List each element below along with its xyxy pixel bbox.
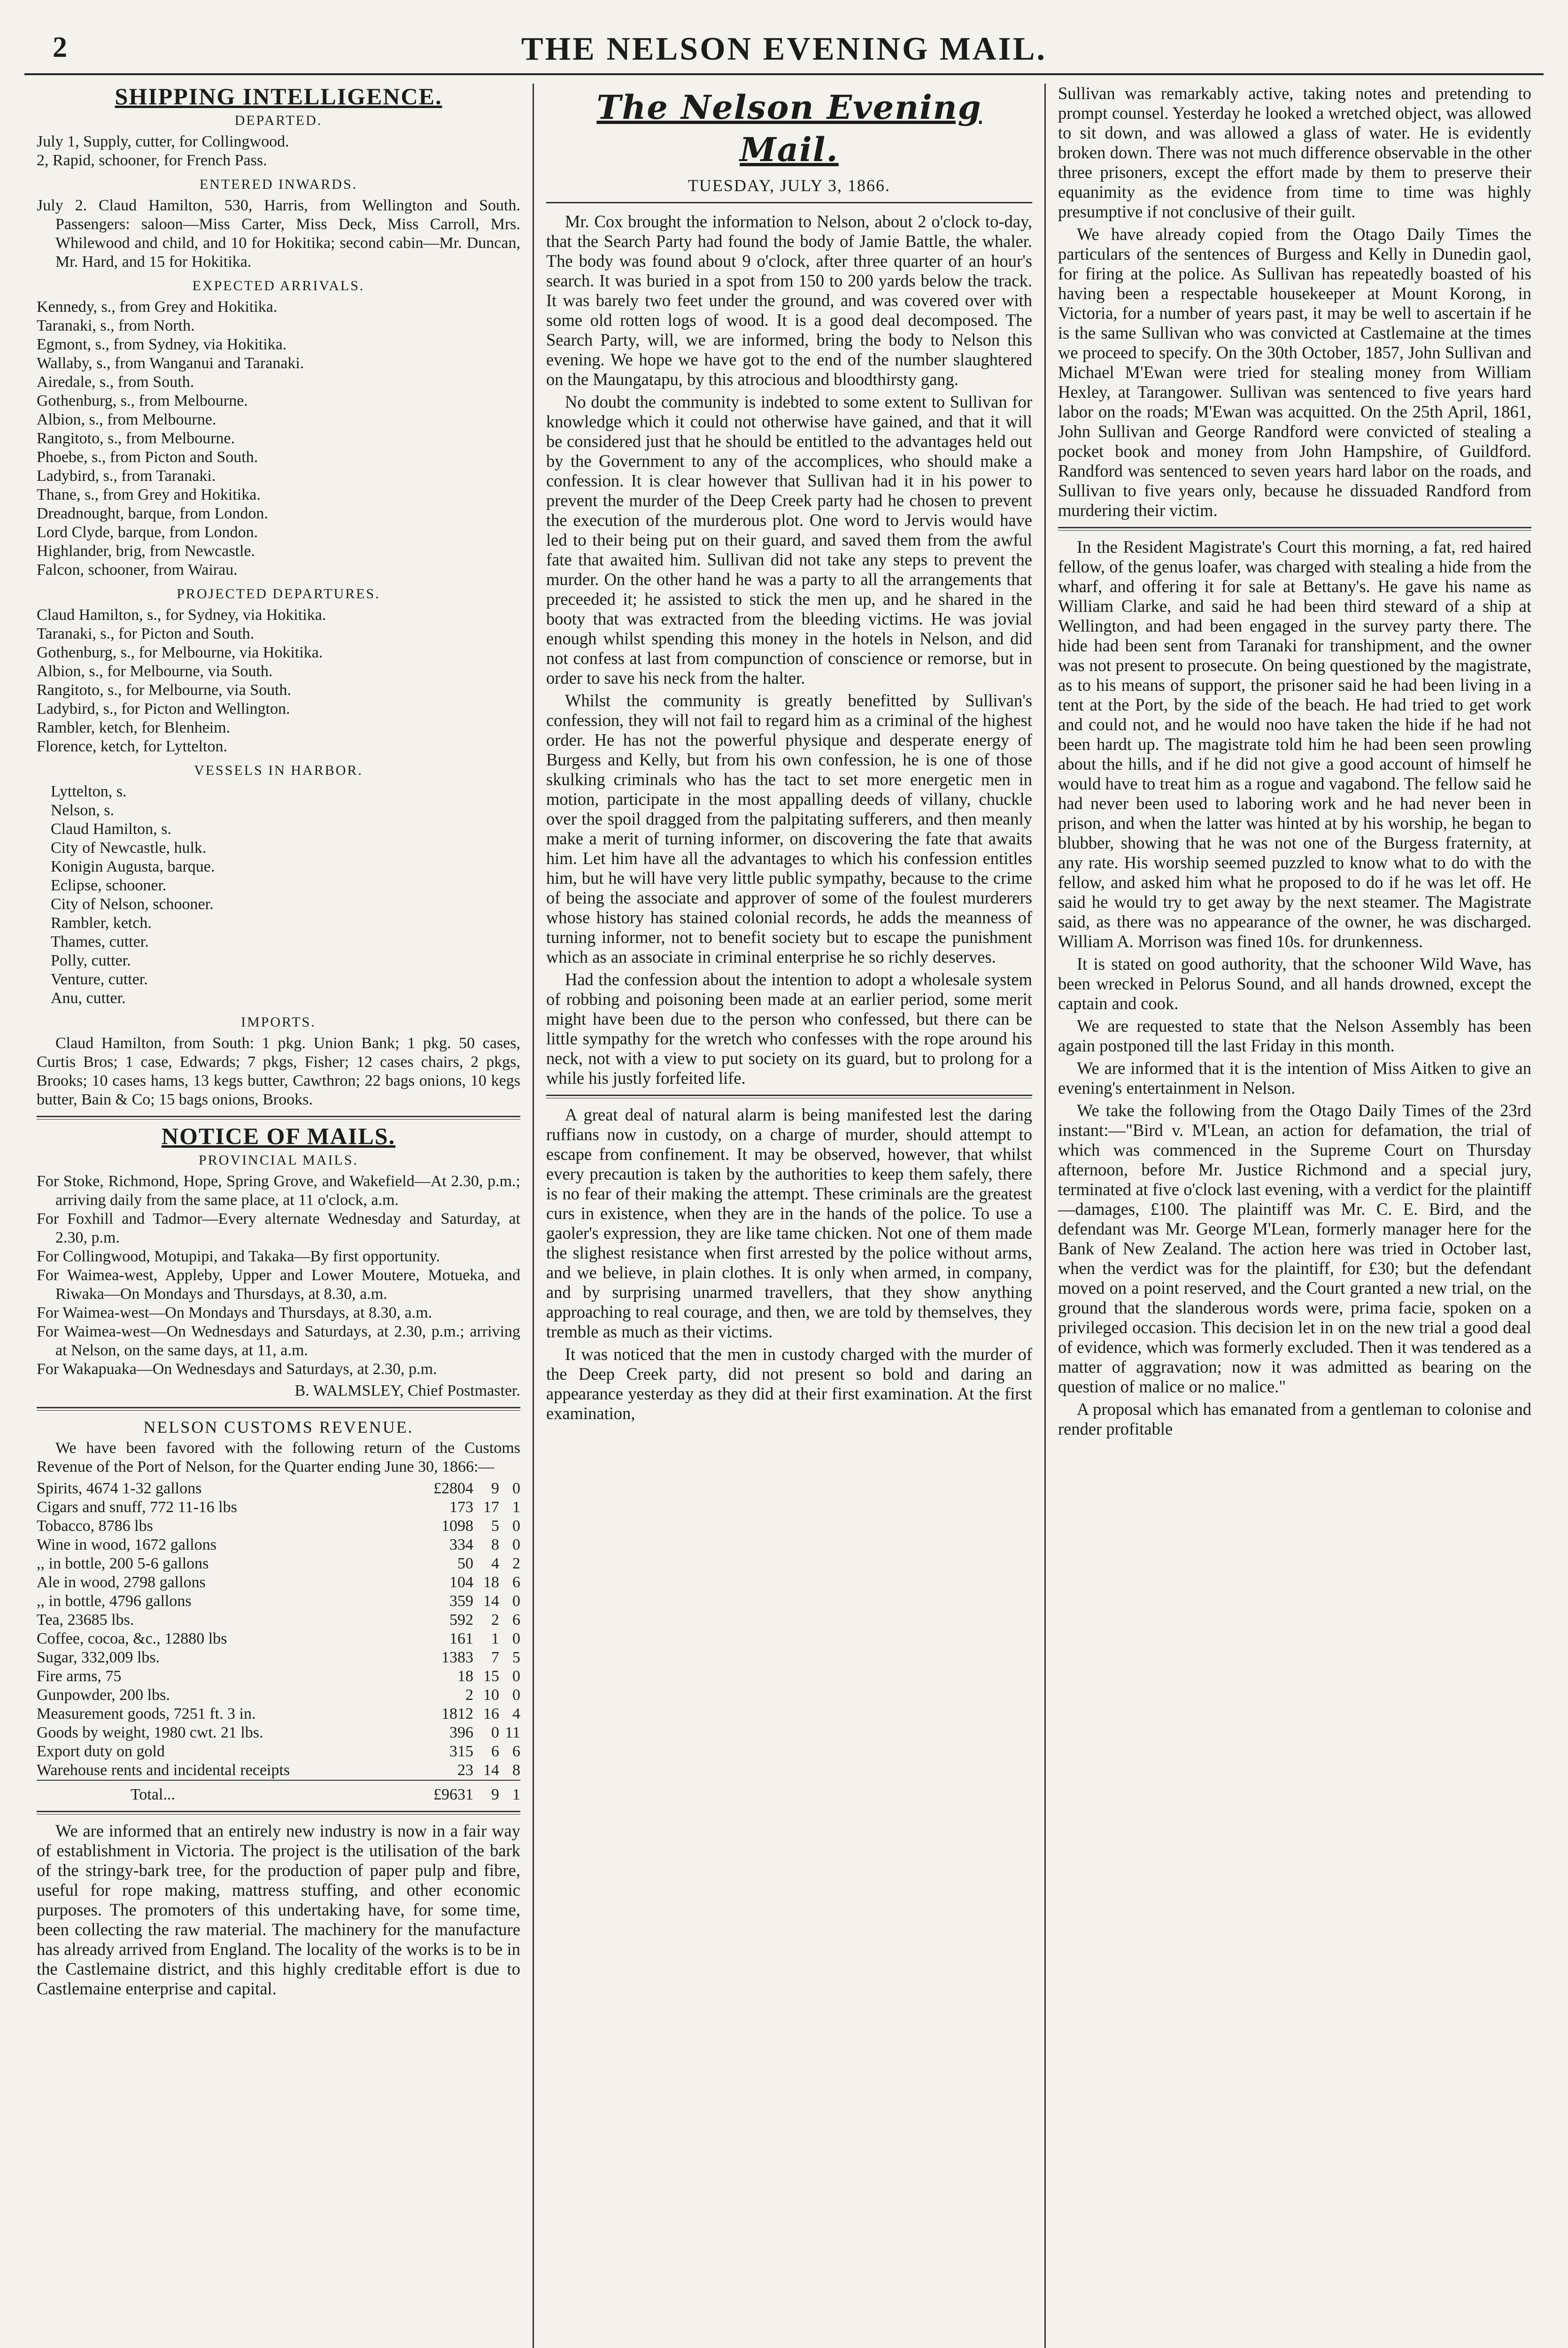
list-item: Ladybird, s., from Taranaki. [37,467,216,485]
column-2 [534,84,1046,2348]
divider [37,1811,520,1815]
divider [1058,527,1531,531]
revenue-pence: 0 [512,1517,520,1535]
article-paragraph: Mr. Cox brought the information to Nelson, about 2 o'clock to-day, that the Search Party had found the body of Jamie Battle, the whaler. The body was found about 9 o'clock, after three quarter of an hour's search. It was buried in a spot from 150 to 200 yards below the track. It was barely two feet under the ground, and was covered over with some old rotten logs of wood. It is a good deal decomposed. The Search Party, will, we are informed, bring the body to Nelson this evening. We hope we have got to the end of the number slaughtered on the Maungatapu, by this atrocious and bloodthirsty gang. [546,212,1032,389]
list-item: Kennedy, s., from Grey and Hokitika. [37,298,278,316]
list-item: Lyttelton, s. [51,783,127,800]
revenue-item: Sugar, 332,009 lbs. [37,1649,160,1666]
list-item: Lord Clyde, barque, from London. [37,524,258,541]
revenue-shillings: 15 [483,1668,499,1685]
revenue-pounds: 359 [449,1592,473,1610]
expected-list [37,298,520,579]
list-item: City of Nelson, schooner. [51,896,214,913]
table-row [37,1536,520,1554]
revenue-pence: 11 [505,1724,520,1741]
postmaster-signature: B. WALMSLEY, Chief Postmaster. [294,1382,520,1399]
table-row [37,1667,520,1686]
list-item: Highlander, brig, from Newcastle. [37,542,255,560]
revenue-item: Wine in wood, 1672 gallons [37,1536,216,1553]
list-item: Konigin Augusta, barque. [51,858,215,875]
customs-intro: We have been favored with the following return of the Customs Revenue of the Port of Nelson, for the Quarter ending June 30, 1866:— [37,1439,520,1475]
revenue-pounds: 104 [449,1574,473,1591]
list-item: Rangitoto, s., for Melbourne, via South. [37,681,292,699]
revenue-shillings: 8 [491,1536,499,1553]
revenue-pence: 2 [512,1555,520,1572]
columns [24,84,1544,2348]
revenue-total-shillings: 9 [473,1780,499,1804]
revenue-item: Tobacco, 8786 lbs [37,1517,153,1535]
revenue-shillings: 10 [483,1686,499,1704]
revenue-pounds: 1098 [441,1517,473,1535]
revenue-pence: 0 [512,1686,520,1704]
list-item: Eclipse, schooner. [51,877,167,894]
list-item: City of Newcastle, hulk. [51,839,207,857]
column-3 [1046,84,1544,2348]
list-item: Rambler, ketch, for Blenheim. [37,719,231,736]
entered-list [37,196,520,271]
customs-table [37,1479,520,1804]
table-row [37,1592,520,1611]
revenue-shillings: 14 [483,1592,499,1610]
revenue-pounds: 334 [449,1536,473,1553]
revenue-item: Gunpowder, 200 lbs. [37,1686,170,1704]
departed-heading: DEPARTED. [234,113,323,128]
revenue-shillings: 1 [491,1630,499,1647]
paper-title: THE NELSON EVENING MAIL. [521,31,1047,67]
revenue-item: Fire arms, 75 [37,1668,122,1685]
list-item: For Waimea-west, Appleby, Upper and Lower Moutere, Motueka, and Riwaka—On Mondays and Thursdays, at 8.30, a.m. [37,1267,520,1303]
revenue-shillings: 14 [483,1761,499,1779]
mails-heading: NOTICE OF MAILS. [161,1123,396,1149]
list-item: For Wakapuaka—On Wednesdays and Saturdays, at 2.30, p.m. [37,1360,437,1378]
editorial-dateline: TUESDAY, JULY 3, 1866. [546,176,1032,203]
page-number: 2 [53,31,67,63]
table-row [37,1498,520,1517]
revenue-item: Export duty on gold [37,1743,165,1760]
revenue-total-pounds: £9631 [429,1780,473,1804]
revenue-pence: 0 [512,1630,520,1647]
revenue-pounds: 23 [457,1761,473,1779]
list-item: Albion, s., for Melbourne, via South. [37,663,273,680]
table-row [37,1686,520,1705]
list-item: Taranaki, s., from North. [37,317,195,334]
divider [546,1095,1032,1098]
article-paragraph: We have already copied from the Otago Daily Times the particulars of the sentences of Burgess and Kelly in Dunedin gaol, for firing at the police. As Sullivan has repeatedly boasted of his having been a respectable housekeeper at Mount Korong, in Victoria, for a number of years past, it may be well to ascertain if he is the same Sullivan who was convicted at Castlemaine at the times we proceed to specify. On the 30th October, 1857, John Sullivan and Michael M'Ewan were tried for stealing money from William Hexley, at Tarangower. Sullivan was sentenced to five years hard labor on the roads; M'Ewan was acquitted. On the 25th April, 1861, John Sullivan and George Randford were convicted of stealing a pocket book and money from John Hampshire, of Guildford. Randford was sentenced to seven years hard labor on the roads, and Sullivan to five years only, because he dissuaded Randford from murdering their victim. [1058,224,1531,520]
revenue-pence: 0 [512,1668,520,1685]
article-paragraph: In the Resident Magistrate's Court this morning, a fat, red haired fellow, of the genus loafer, was charged with stealing a hide from the wharf, and offering it for sale at Bettany's. He gave his name as William Clarke, and said he had been third steward of a ship at Wellington, and had been engaged in the survey party there. The hide had been sent from Taranaki for transhipment, and the owner was not present to prosecute. On being questioned by the magistrate, as to his means of support, the prisoner said he had been living in a tent at the Port, by the side of the beach. He had tried to get work and could not, and he would noo have taken the hide if he had not been hardt up. The magistrate told him he had been seen prowling about the hills, and if he did not give a good account of himself he would have to treat him as a rogue and vagabond. The fellow said he had never been used to laboring work and he had never been in prison, and when the latter was hinted at by his worship, he began to blubber, showing that he was not one of the Burgess fraternity, at any rate. His worship seemed puzzled to know what to do with the fellow, and asked him what he proposed to do if he was let off. He said he would try to get away by the next steamer. The Magistrate said, as there was no appearance of the owner, he was discharged. William A. Morrison was fined 10s. for drunkenness. [1058,537,1531,951]
table-row [37,1723,520,1742]
revenue-pence: 5 [512,1649,520,1666]
article-paragraph: We are requested to state that the Nelson Assembly has been again postponed till the last Friday in this month. [1058,1016,1531,1055]
article-paragraph: A great deal of natural alarm is being manifested lest the daring ruffians now in custody, on a charge of murder, should attempt to escape from confinement. It may be observed, however, that whilst every precaution is taken by the authorities to keep them safely, there is no fear of their making the attempt. These criminals are the greatest curs in existence, when they are in the hands of the police. To use a gaoler's expression, they are like tame chicken. Not one of them made the slighest resistance when first arrested by the police without arms, and we believe, in plain clothes. It is only when armed, in company, and by surprising unarmed travellers, that they show anything approaching to real courage, and then, we are told by themselves, they tremble as much as their victims. [546,1105,1032,1341]
revenue-shillings: 9 [491,1480,499,1497]
list-item: Thames, cutter. [51,933,149,950]
list-item: Phoebe, s., from Picton and South. [37,448,258,466]
revenue-shillings: 5 [491,1517,499,1535]
revenue-pounds: 173 [449,1498,473,1516]
article-paragraph: Had the confession about the intention to adopt a wholesale system of robbing and poisoning been made at an earlier period, some merit might have been due to the person who confessed, but there can be little sympathy for the wretch who confesses with the rope around his neck, not with a view to put society on its guard, but to prolong for a while his justly forfeited life. [546,970,1032,1088]
revenue-shillings: 0 [491,1724,499,1741]
article-paragraph: Whilst the community is greatly benefitted by Sullivan's confession, they will not fail to regard him as a criminal of the highest order. He has not the powerful physique and desperate energy of Burgess and Kelly, but from his own confession, he is one of those skulking criminals who has the tact to set more energetic men in motion, participate in the most appalling deeds of villany, chuckle over the spoil dragged from the palpitating sufferers, and then meanly make a merit of turning informer, on discovering the fate that awaits him. Let him have all the advantages to which his confession entitles him, but he will have very little public sympathy, because to the crime of being the associate and approver of some of the foulest murderers whose history has stained colonial records, he adds the meanness of turning informer, not to benefit society but to escape the punishment which as an associate in criminal enterprise he so richly deserves. [546,691,1032,966]
customs-heading: NELSON CUSTOMS REVENUE. [143,1418,414,1437]
table-row [37,1705,520,1723]
article-paragraph: It is stated on good authority, that the schooner Wild Wave, has been wrecked in Pelorus Sound, and all hands drowned, except the captain and cook. [1058,954,1531,1013]
list-item: Venture, cutter. [51,971,148,988]
list-item: July 2. Claud Hamilton, 530, Harris, from Wellington and South. Passengers: saloon—Miss Carter, Miss Deck, Miss Carroll, Mrs. Whilewood and child, and 10 for Hokitika; second cabin—Mr. Duncan, Mr. Hard, and 15 for Hokitika. [37,197,520,270]
article-paragraph: No doubt the community is indebted to some extent to Sullivan for knowledge which it could not otherwise have gained, and that it will be considered just that he should be entitled to the advantages held out by the Government to any of the accomplices, who should make a confession. It is clear however that Sullivan had it in his power to prevent the murder of the Deep Creek party had he chosen to prevent the execution of the murderous plot. One word to Jervis would have led to their being put on their guard, and saved them from the awful fate that awaited him. Sullivan did not take any steps to prevent the murder. On the other hand he was a party to all the arrangements that preceeded it; he assisted to stick the men up, and he shared in the booty that was extracted from the bleeding victims. He was jovial enough whilst spending this money in the hotels in Nelson, and did not confess at last from compunction of conscience or remorse, but in order to save his neck from the halter. [546,392,1032,687]
revenue-pounds: 1812 [441,1705,473,1722]
revenue-total-label: Total... [37,1780,429,1804]
list-item: Gothenburg, s., from Melbourne. [37,392,248,409]
list-item: Gothenburg, s., for Melbourne, via Hokitika. [37,644,323,661]
revenue-item: Cigars and snuff, 772 11-16 lbs [37,1498,237,1516]
revenue-shillings: 2 [491,1611,499,1629]
revenue-item: ,, in bottle, 4796 gallons [37,1592,192,1610]
table-row [37,1761,520,1780]
list-item: For Stoke, Richmond, Hope, Spring Grove, and Wakefield—At 2.30, p.m.; arriving daily from the same place, at 11 o'clock, a.m. [37,1173,520,1209]
revenue-item: Ale in wood, 2798 gallons [37,1574,206,1591]
revenue-pence: 4 [512,1705,520,1722]
revenue-shillings: 17 [483,1498,499,1516]
article-paragraph: It was noticed that the men in custody charged with the murder of the Deep Creek party, did not present so bold and daring an appearance yesterday as they did at their first examination. At the first examination, [546,1344,1032,1423]
list-item: July 1, Supply, cutter, for Collingwood. [37,133,289,150]
revenue-pence: 6 [512,1611,520,1629]
harbor-heading: VESSELS IN HARBOR. [194,763,363,778]
list-item: For Waimea-west—On Mondays and Thursdays, at 8.30, a.m. [37,1304,433,1321]
table-row [37,1479,520,1498]
list-item: Airedale, s., from South. [37,373,194,391]
list-item: Dreadnought, barque, from London. [37,505,268,522]
projected-heading: PROJECTED DEPARTURES. [177,586,380,602]
projected-list [37,606,520,756]
revenue-pence: 6 [512,1574,520,1591]
table-row-total [37,1780,520,1804]
list-item: Claud Hamilton, s. [51,820,171,838]
table-row [37,1573,520,1592]
list-item: Ladybird, s., for Picton and Wellington. [37,700,290,718]
list-item: For Collingwood, Motupipi, and Takaka—By first opportunity. [37,1248,440,1265]
table-row [37,1554,520,1573]
revenue-shillings: 7 [491,1649,499,1666]
mails-list [37,1172,520,1379]
entered-heading: ENTERED INWARDS. [199,177,358,192]
masthead [24,28,1544,75]
list-item: Falcon, schooner, from Wairau. [37,561,238,579]
article-paragraph: A proposal which has emanated from a gentleman to colonise and render profitable [1058,1399,1531,1438]
table-row [37,1611,520,1630]
revenue-pounds: 396 [449,1724,473,1741]
article-paragraph: We are informed that it is the intention of Miss Aitken to give an evening's entertainment in Nelson. [1058,1058,1531,1097]
divider [37,1407,520,1411]
revenue-shillings: 6 [491,1743,499,1760]
article-paragraph: We take the following from the Otago Daily Times of the 23rd instant:—"Bird v. M'Lean, an action for defamation, the trial of which was commenced in the Supreme Court on Thursday afternoon, before Mr. Justice Richmond and a special jury, terminated at five o'clock last evening, with a verdict for the plaintiff—damages, £100. The plaintiff was Mr. C. E. Bird, and the defendant was Mr. George M'Lean, formerly manager here for the Bank of New Zealand. The action here was tried in October last, when the verdict was for the plaintiff, for £30; but the defendant moved on a point reserved, and the Court granted a new trial, on the ground that the slanderous words were, prima facie, spoken on a privileged occasion. This decision let in on the new trial a good deal of evidence, which was formerly excluded. Then it was tendered as a matter of aggravation; now it was admitted as bearing on the question of malice or no malice." [1058,1101,1531,1396]
imports-heading: IMPORTS. [241,1014,316,1030]
expected-heading: EXPECTED ARRIVALS. [192,278,365,294]
divider [37,1116,520,1120]
revenue-shillings: 18 [483,1574,499,1591]
revenue-item: Tea, 23685 lbs. [37,1611,134,1629]
list-item: Claud Hamilton, s., for Sydney, via Hokitika. [37,606,326,624]
list-item: Egmont, s., from Sydney, via Hokitika. [37,336,287,353]
revenue-pounds: 50 [457,1555,473,1572]
list-item: Albion, s., from Melbourne. [37,411,216,428]
revenue-item: Measurement goods, 7251 ft. 3 in. [37,1705,256,1722]
revenue-pence: 6 [512,1743,520,1760]
list-item: Polly, cutter. [51,952,131,969]
list-item: Florence, ketch, for Lyttelton. [37,738,227,755]
departed-list [37,132,520,170]
revenue-item: Coffee, cocoa, &c., 12880 lbs [37,1630,227,1647]
list-item: For Waimea-west—On Wednesdays and Saturdays, at 2.30, p.m.; arriving at Nelson, on the same days, at 11, a.m. [37,1323,520,1359]
list-item: Taranaki, s., for Picton and South. [37,625,255,642]
list-item: Rangitoto, s., from Melbourne. [37,430,235,447]
revenue-pence: 0 [512,1480,520,1497]
revenue-pounds: 592 [449,1611,473,1629]
table-row [37,1630,520,1648]
revenue-pence: 0 [512,1536,520,1553]
revenue-pounds: 161 [449,1630,473,1647]
revenue-pence: 1 [512,1498,520,1516]
table-row [37,1742,520,1761]
revenue-item: ,, in bottle, 200 5-6 gallons [37,1555,209,1572]
column-1 [24,84,534,2348]
revenue-shillings: 16 [483,1705,499,1722]
revenue-pounds: 315 [449,1743,473,1760]
revenue-total-pence: 1 [499,1780,520,1804]
revenue-shillings: 4 [491,1555,499,1572]
list-item: Thane, s., from Grey and Hokitika. [37,486,261,503]
revenue-item: Goods by weight, 1980 cwt. 21 lbs. [37,1724,263,1741]
table-row [37,1648,520,1667]
list-item: Wallaby, s., from Wanganui and Taranaki. [37,355,304,372]
revenue-pounds: £2804 [433,1480,473,1497]
list-item: 2, Rapid, schooner, for French Pass. [37,152,267,169]
article-paragraph: Sullivan was remarkably active, taking notes and pretending to prompt counsel. Yesterday he looked a wretched object, was allowed to sit down, and was allowed a glass of water. He is evidently broken down. There was not much difference observable in the other three prisoners, except the effort made by them to preserve their equanimity as the evidence from time to time was highly presumptive if not conclusive of their guilt. [1058,84,1531,221]
list-item: Anu, cutter. [51,989,126,1007]
shipping-heading: SHIPPING INTELLIGENCE. [115,84,442,109]
revenue-pounds: 2 [465,1686,473,1704]
editorial-masthead: The Nelson Evening Mail. [596,88,982,169]
list-item: For Foxhill and Tadmor—Every alternate Wednesday and Saturday, at 2.30, p.m. [37,1210,520,1246]
revenue-pence: 8 [512,1761,520,1779]
harbor-list [37,782,520,1008]
revenue-pounds: 18 [457,1668,473,1685]
revenue-pounds: 1383 [441,1649,473,1666]
imports-text: Claud Hamilton, from South: 1 pkg. Union Bank; 1 pkg. 50 cases, Curtis Bros; 1 case, Edwards; 7 pkgs, Fisher; 12 cases chairs, 2 pkgs, Brooks; 10 cases hams, 13 kegs butter, Cawthron; 22 bags onions, 10 kegs butter, Bain & Co; 15 bags onions, Brooks. [37,1035,520,1108]
article-paragraph: We are informed that an entirely new industry is now in a fair way of establishment in Victoria. The project is the utilisation of the bark of the stringy-bark tree, for the production of paper pulp and fibre, useful for rope making, mattress stuffing, and other economic purposes. The promoters of this undertaking have, for some time, been collecting the raw material. The machinery for the manufacture has already arrived from England. The locality of the works is to be in the Castlemaine district, and this highly creditable effort is due to Castlemaine enterprise and capital. [37,1821,520,1998]
table-row [37,1517,520,1536]
revenue-item: Spirits, 4674 1-32 gallons [37,1480,202,1497]
list-item: Nelson, s. [51,802,115,819]
revenue-item: Warehouse rents and incidental receipts [37,1761,290,1779]
list-item: Rambler, ketch. [51,914,152,932]
revenue-pence: 0 [512,1592,520,1610]
mails-subheading: PROVINCIAL MAILS. [199,1152,358,1168]
